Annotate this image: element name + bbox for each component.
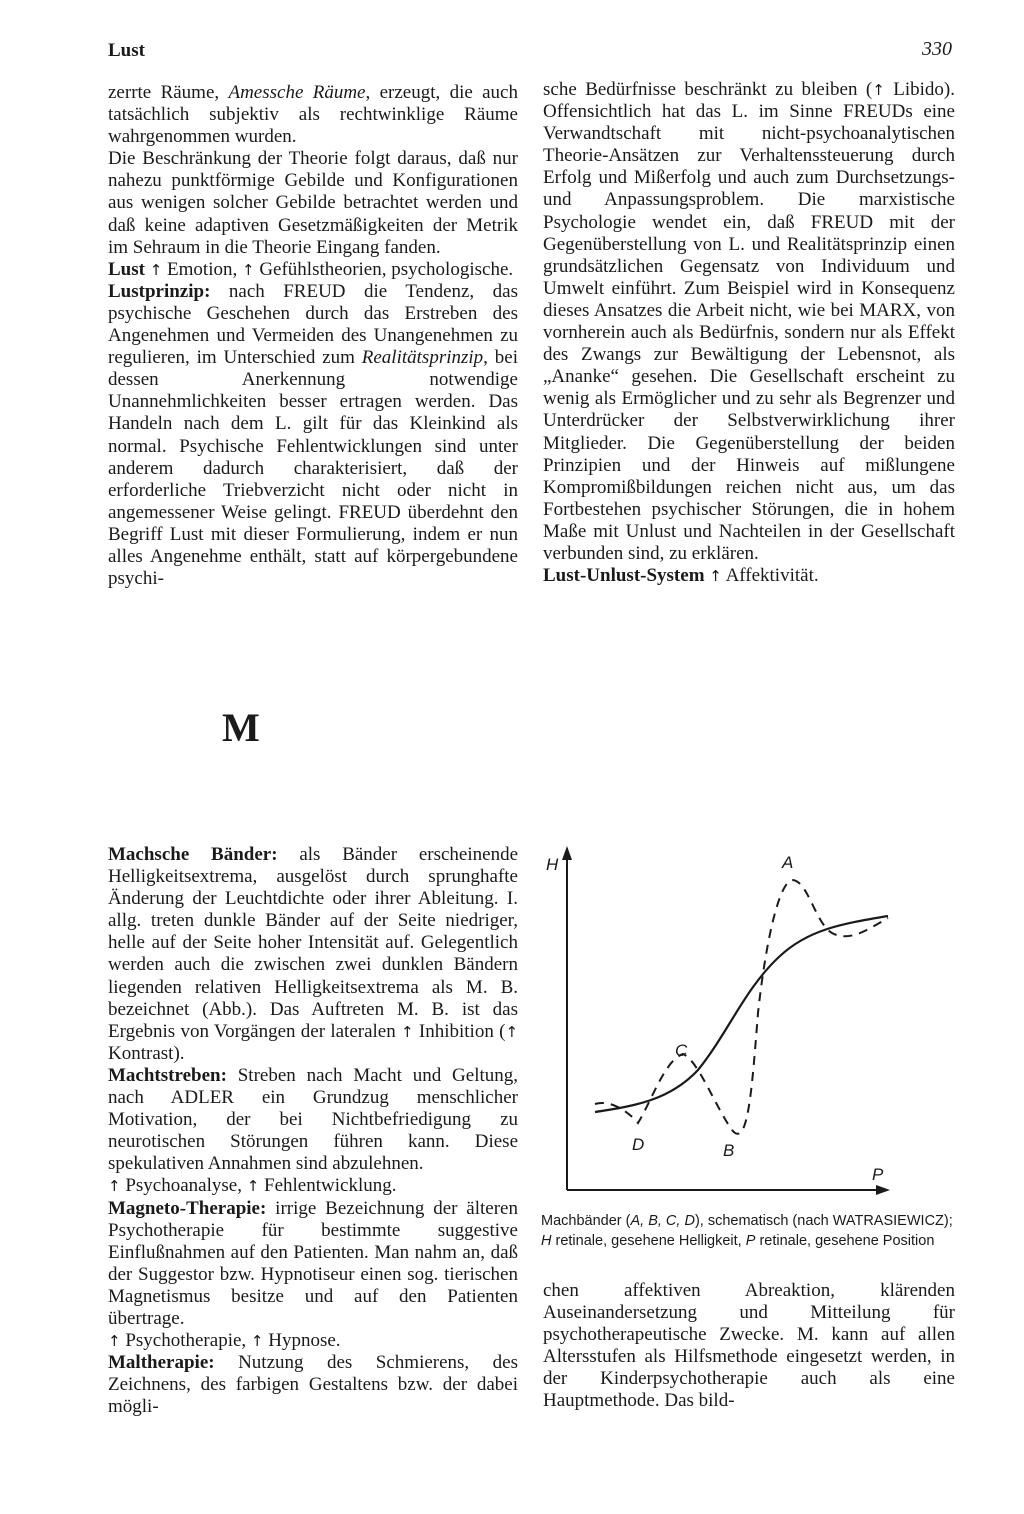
retinal-brightness-dashed-curve: [595, 880, 888, 1134]
entry-term: Lust-Unlust-System: [543, 565, 705, 587]
paragraph: Die Beschränkung der Theorie folgt daraus, daß nur nahezu punktförmige Gebilde und Konfigurationen aus wenigen solcher Gebilde betrachtet werden und daß keine adaptiven Gesetzmäßigkeiten der Metrik im Sehraum in die Theorie Eingang fanden.: [108, 148, 518, 258]
cross-reference-line: [108, 1175, 518, 1197]
point-a-label: A: [782, 853, 794, 872]
cross-reference: Libido: [893, 79, 944, 100]
arrow-up-icon: ↑: [401, 1022, 414, 1041]
cross-reference: Hypnose.: [268, 1330, 341, 1352]
cross-reference: Affektivität.: [725, 565, 819, 587]
left-column-top: [108, 82, 518, 590]
text: retinale, gesehene Position: [755, 1232, 935, 1249]
mach-bands-figure: [540, 838, 900, 1200]
text: , erzeugt, die auch tatsächlich subjektiv als rechtwinklige Räume wahrgenommen wurden.: [108, 82, 518, 148]
entry-term: Magneto-Therapie:: [108, 1197, 267, 1219]
cross-reference: Kontrast: [108, 1042, 174, 1064]
cross-reference-line: [108, 1330, 518, 1352]
cross-reference: Inhibition: [418, 1020, 494, 1042]
cross-reference: Psychoanalyse,: [125, 1175, 242, 1197]
right-column-top: [543, 79, 955, 587]
paragraph: [543, 79, 955, 565]
arrow-up-icon: ↑: [505, 1022, 519, 1041]
x-axis-arrow-icon: [876, 1185, 890, 1195]
entry-term: Machsche Bänder:: [108, 844, 278, 865]
text: Machbänder (: [541, 1213, 631, 1229]
text: H: [541, 1232, 552, 1249]
running-head: Lust: [108, 40, 145, 61]
text: irrige Bezeichnung der älteren Psychotherapie für bestimmte suggestive Einflußnahmen auf den Patienten. Man nahm an, daß der Suggestor bzw. Hypnotiseur einen sog. tierischen Magnetismus besitze und auf den Patienten übertrage.: [108, 1197, 518, 1329]
y-axis-arrow-icon: [562, 846, 572, 860]
y-axis-label: H: [546, 855, 559, 874]
x-axis-label: P: [872, 1165, 884, 1184]
point-c-label: C: [675, 1041, 688, 1060]
entry-term: Lustprinzip:: [108, 280, 211, 302]
arrow-up-icon: ↑: [709, 567, 722, 586]
perceived-brightness-curve: [595, 916, 888, 1112]
page-number: 330: [922, 38, 952, 60]
arrow-up-icon: ↑: [250, 1332, 264, 1351]
emphasis: Realitätsprinzip: [361, 347, 484, 369]
cross-reference: Gefühlstheorien, psychologische.: [259, 258, 514, 280]
text: retinale, gesehene Helligkeit,: [551, 1232, 746, 1249]
arrow-up-icon: ↑: [108, 1332, 121, 1351]
arrow-up-icon: ↑: [246, 1177, 260, 1196]
emphasis: Amessche Räume: [228, 82, 366, 103]
text: als Bänder erscheinende Helligkeitsextrema, ausgelöst durch sprunghafte Änderung der Leuchtdichte oder ihrer Ableitung. I. allg. treten dunkle Bänder auf der Seite niedriger, helle auf der Seite hoher Intensität auf. Gelegentlich werden auch die zwischen zwei dunklen Bändern liegenden relativen Helligkeitsextrema als M. B. bezeichnet (Abb.). Das Auftreten M. B. ist das Ergebnis von Vorgängen der lateralen: [108, 844, 519, 1042]
text: sche Bedürfnisse beschränkt zu bleiben (: [543, 79, 873, 100]
arrow-up-icon: ↑: [149, 260, 163, 279]
right-column-bottom: [543, 1280, 955, 1413]
cross-reference: Emotion,: [167, 258, 238, 280]
text: Nutzung des Schmierens, des Zeichnens, des farbigen Gestaltens bzw. der dabei mögli-: [108, 1352, 518, 1418]
entry-lust: [108, 259, 518, 281]
paragraph: chen affektiven Abreaktion, klärenden Auseinandersetzung und Mitteilung für psychotherapeutische Zwecke. M. kann auf allen Altersstufen als Hilfsmethode eingesetzt werden, in der Kinderpsychotherapie auch als eine Hauptmethode. Das bild-: [543, 1280, 955, 1412]
text: ). Offensichtlich hat das L. im Sinne FREUDs eine Verwandtschaft mit nicht-psychoanalytischen Theorie-Ansätzen zur Verhaltenssteuerung durch Erfolg und Mißerfolg und auch zum Durchsetzungs- und Anpassungsproblem. Die marxistische Psychologie wendet ein, daß FREUD mit der Gegenüberstellung von L. und Realitätsprinzip einen grundsätzlichen Gegensatz von Individuum und Umwelt einführt. Zum Beispiel wird in Konsequenz dieses Ansatzes die Arbeit nicht, wie bei MARX, von vornherein auch als Bedürfnis, sondern nur als Effekt des Zwangs zur Bewältigung der Lebensnot, als „Ananke“ gesehen. Die Gesellschaft erscheint zu wenig als Ermöglicher und zu sehr als Begrenzer und Unterdrücker der Selbstverwirklichung ihrer Mitglieder. Die Gegenüberstellung der beiden Prinzipien und der Hinweis auf mißlungene Kompromißbildungen reichen nicht aus, um das Fortbestehen psychischer Störungen, die in hohem Maße mit Unlust und Nachteilen in der Gesellschaft verbunden sind, zu erklären.: [543, 79, 955, 564]
entry-lust-unlust-system: [543, 565, 955, 587]
arrow-up-icon: ↑: [108, 1177, 121, 1196]
entry-machtstreben: [108, 1065, 518, 1175]
entry-lustprinzip: [108, 281, 518, 590]
text: zerrte Räume,: [108, 82, 229, 103]
entry-maltherapie: [108, 1352, 518, 1418]
text: A, B, C, D: [630, 1213, 695, 1229]
entry-magneto-therapie: [108, 1198, 518, 1331]
entry-term: Lust: [108, 258, 145, 280]
entry-term: Maltherapie:: [108, 1352, 215, 1374]
text: ), schematisch (nach WATRASIEWICZ);: [694, 1213, 953, 1229]
point-d-label: D: [632, 1135, 645, 1154]
cross-reference: Psychotherapie,: [125, 1330, 247, 1352]
arrow-up-icon: ↑: [872, 81, 885, 99]
arrow-up-icon: ↑: [242, 260, 255, 279]
text: , bei dessen Anerkennung notwendige Unannehmlichkeiten besser ertragen werden. Das Handeln nach dem L. gilt für das Kleinkind als normal. Psychische Fehlentwicklungen sind unter anderem dadurch charakterisiert, daß der erforderliche Triebverzicht nicht oder nicht in angemessener Weise gelingt. FREUD überdehnt den Begriff Lust mit dieser Formulierung, indem er nun alles Angenehme enthält, statt auf körpergebundene psychi-: [108, 347, 518, 590]
entry-machsche-baender: Machsche Bänder: als Bänder erscheinende Helligkeitsextrema, ausgelöst durch sprunghafte Änderung der Leuchtdichte oder ihrer Ableitung. I. allg. treten dunkle Bänder auf der Seite niedriger, helle auf der Seite hoher Intensität auf. Gelegentlich werden auch die zwischen zwei dunklen Bändern liegenden relativen Helligkeitsextrema als M. B. bezeichnet (Abb.). Das Auftreten M. B. ist das Ergebnis von Vorgängen der lateralen ↑ Inhibition (↑ Kontrast).: [108, 844, 519, 1064]
section-letter: M: [222, 705, 260, 750]
figure-caption: [541, 1212, 961, 1251]
paragraph: [108, 82, 518, 148]
point-b-label: B: [723, 1141, 735, 1160]
entry-term: Machtstreben:: [108, 1064, 227, 1086]
text: nach FREUD die Tendenz, das psychische Geschehen durch das Erstreben des Angenehmen und Vermeiden des Unangenehmen zu regulieren, im Unterschied zum: [108, 280, 518, 369]
text: P: [745, 1232, 756, 1249]
cross-reference: Fehlentwicklung.: [264, 1175, 397, 1197]
mach-bands-diagram: [540, 838, 900, 1200]
text: Streben nach Macht und Geltung, nach ADLER ein Grundzug menschlicher Motivation, der bei Nichtbefriedigung zu neurotischen Störungen führen kann. Diese spekulativen Annahmen sind abzulehnen.: [108, 1064, 518, 1175]
left-column-bottom: [108, 844, 518, 1418]
